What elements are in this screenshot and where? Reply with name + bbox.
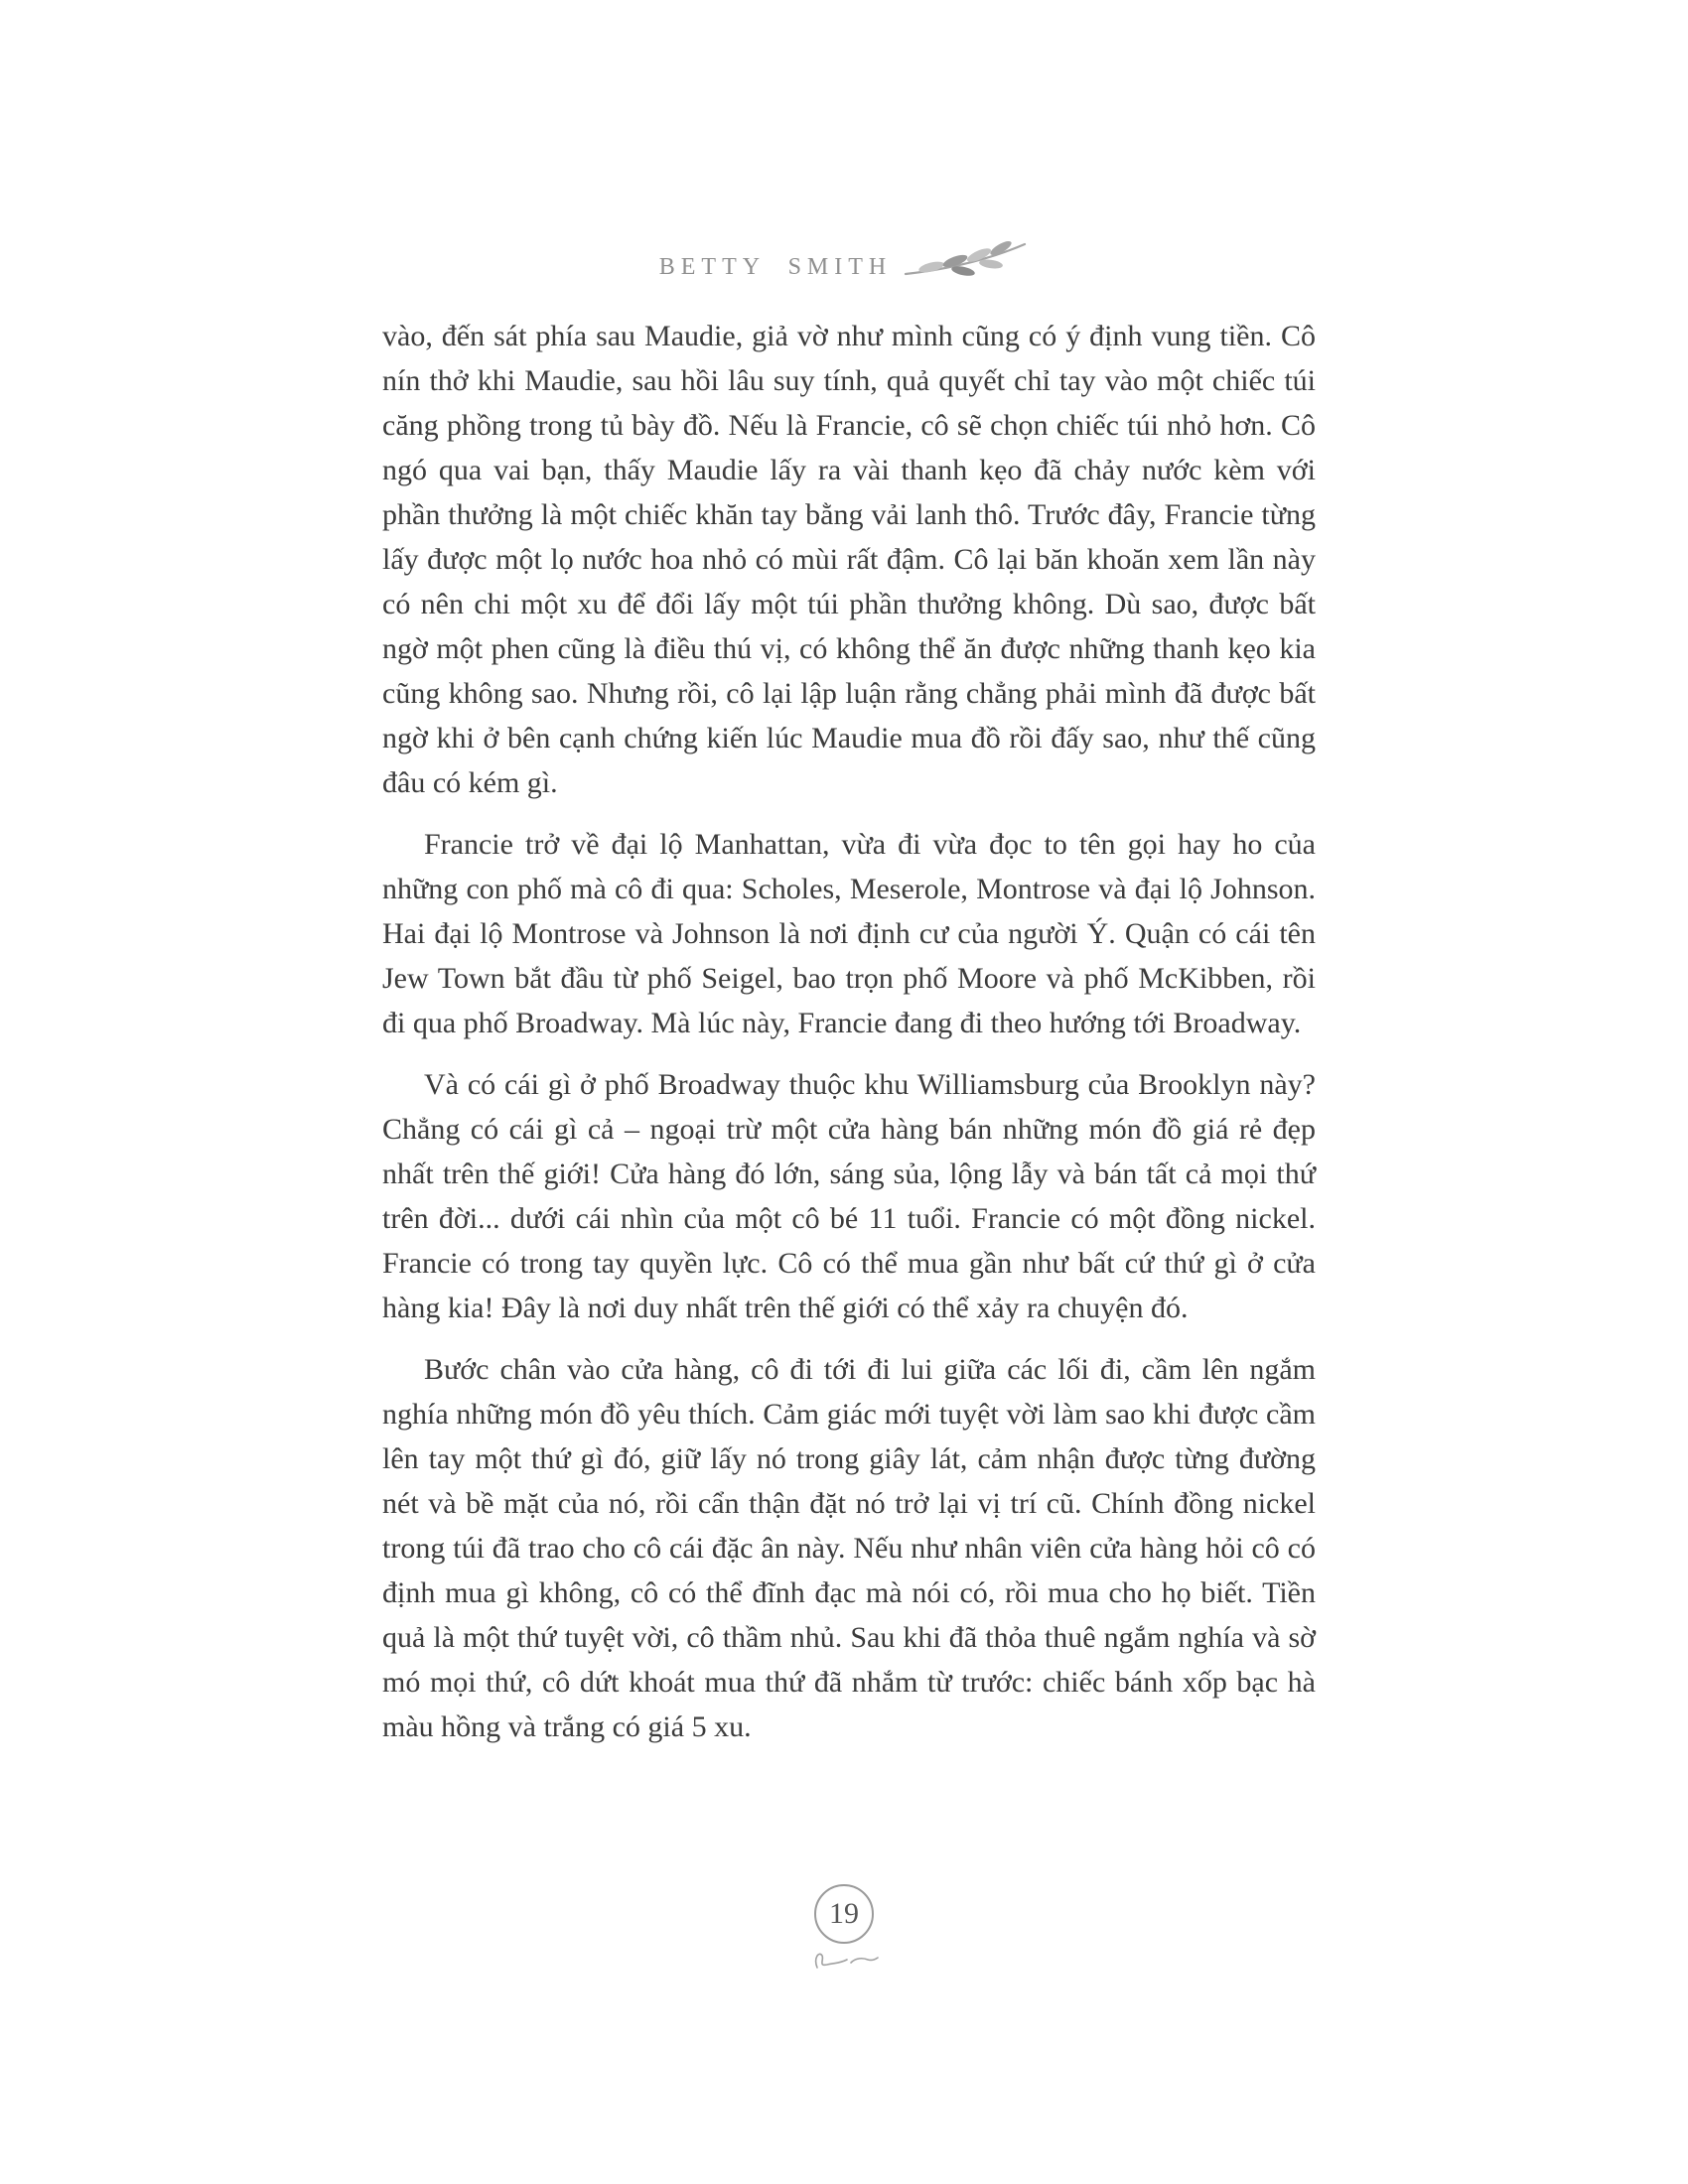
author-name: betty smith (658, 245, 893, 282)
page-header (0, 244, 1688, 284)
leaf-branch-icon (902, 238, 1029, 284)
signature-flourish-icon (807, 1948, 881, 1974)
page-number-badge (814, 1884, 874, 1944)
paragraph-3: Và có cái gì ở phố Broadway thuộc khu Williamsburg của Brooklyn này? Chẳng có cái gì cả – ngoại trừ một cửa hàng bán những món đồ giá rẻ đẹp nhất trên thế giới! Cửa hàng đó lớn, sáng sủa, lộng lẫy và bán tất cả mọi thứ trên đời... dưới cái nhìn của một cô bé 11 tuổi. Francie có một đồng nickel. Francie có trong tay quyền lực. Cô có thể mua gần như bất cứ thứ gì ở cửa hàng kia! Đây là nơi duy nhất trên thế giới có thể xảy ra chuyện đó. (382, 1068, 1316, 1324)
paragraph-1: vào, đến sát phía sau Maudie, giả vờ như mình cũng có ý định vung tiền. Cô nín thở khi Maudie, sau hồi lâu suy tính, quả quyết chỉ tay vào một chiếc túi căng phồng trong tủ bày đồ. Nếu là Francie, cô sẽ chọn chiếc túi nhỏ hơn. Cô ngó qua vai bạn, thấy Maudie lấy ra vài thanh kẹo đã chảy nước kèm với phần thưởng là một chiếc khăn tay bằng vải lanh thô. Trước đây, Francie từng lấy được một lọ nước hoa nhỏ có mùi rất đậm. Cô lại băn khoăn xem lần này có nên chi một xu để đổi lấy một túi phần thưởng không. Dù sao, được bất ngờ một phen cũng là điều thú vị, có không thể ăn được những thanh kẹo kia cũng không sao. Nhưng rồi, cô lại lập luận rằng chẳng phải mình đã được bất ngờ khi ở bên cạnh chứng kiến lúc Maudie mua đồ rồi đấy sao, như thế cũng đâu có kém gì. (382, 320, 1316, 799)
page-footer (0, 1884, 1688, 1974)
body-text (382, 314, 1316, 1749)
paragraph-2: Francie trở về đại lộ Manhattan, vừa đi vừa đọc to tên gọi hay ho của những con phố mà cô đi qua: Scholes, Meserole, Montrose và đại lộ Johnson. Hai đại lộ Montrose và Johnson là nơi định cư của người Ý. Quận có cái tên Jew Town bắt đầu từ phố Seigel, bao trọn phố Moore và phố McKibben, rồi đi qua phố Broadway. Mà lúc này, Francie đang đi theo hướng tới Broadway. (382, 828, 1316, 1039)
page-number: 19 (829, 1897, 859, 1930)
paragraph-4: Bước chân vào cửa hàng, cô đi tới đi lui giữa các lối đi, cầm lên ngắm nghía những món đồ yêu thích. Cảm giác mới tuyệt vời làm sao khi được cầm lên tay một thứ gì đó, giữ lấy nó trong giây lát, cảm nhận được từng đường nét và bề mặt của nó, rồi cẩn thận đặt nó trở lại vị trí cũ. Chính đồng nickel trong túi đã trao cho cô cái đặc ân này. Nếu như nhân viên cửa hàng hỏi cô có định mua gì không, cô có thể đĩnh đạc mà nói có, rồi mua cho họ biết. Tiền quả là một thứ tuyệt vời, cô thầm nhủ. Sau khi đã thỏa thuê ngắm nghía và sờ mó mọi thứ, cô dứt khoát mua thứ đã nhắm từ trước: chiếc bánh xốp bạc hà màu hồng và trắng có giá 5 xu. (382, 1353, 1316, 1743)
